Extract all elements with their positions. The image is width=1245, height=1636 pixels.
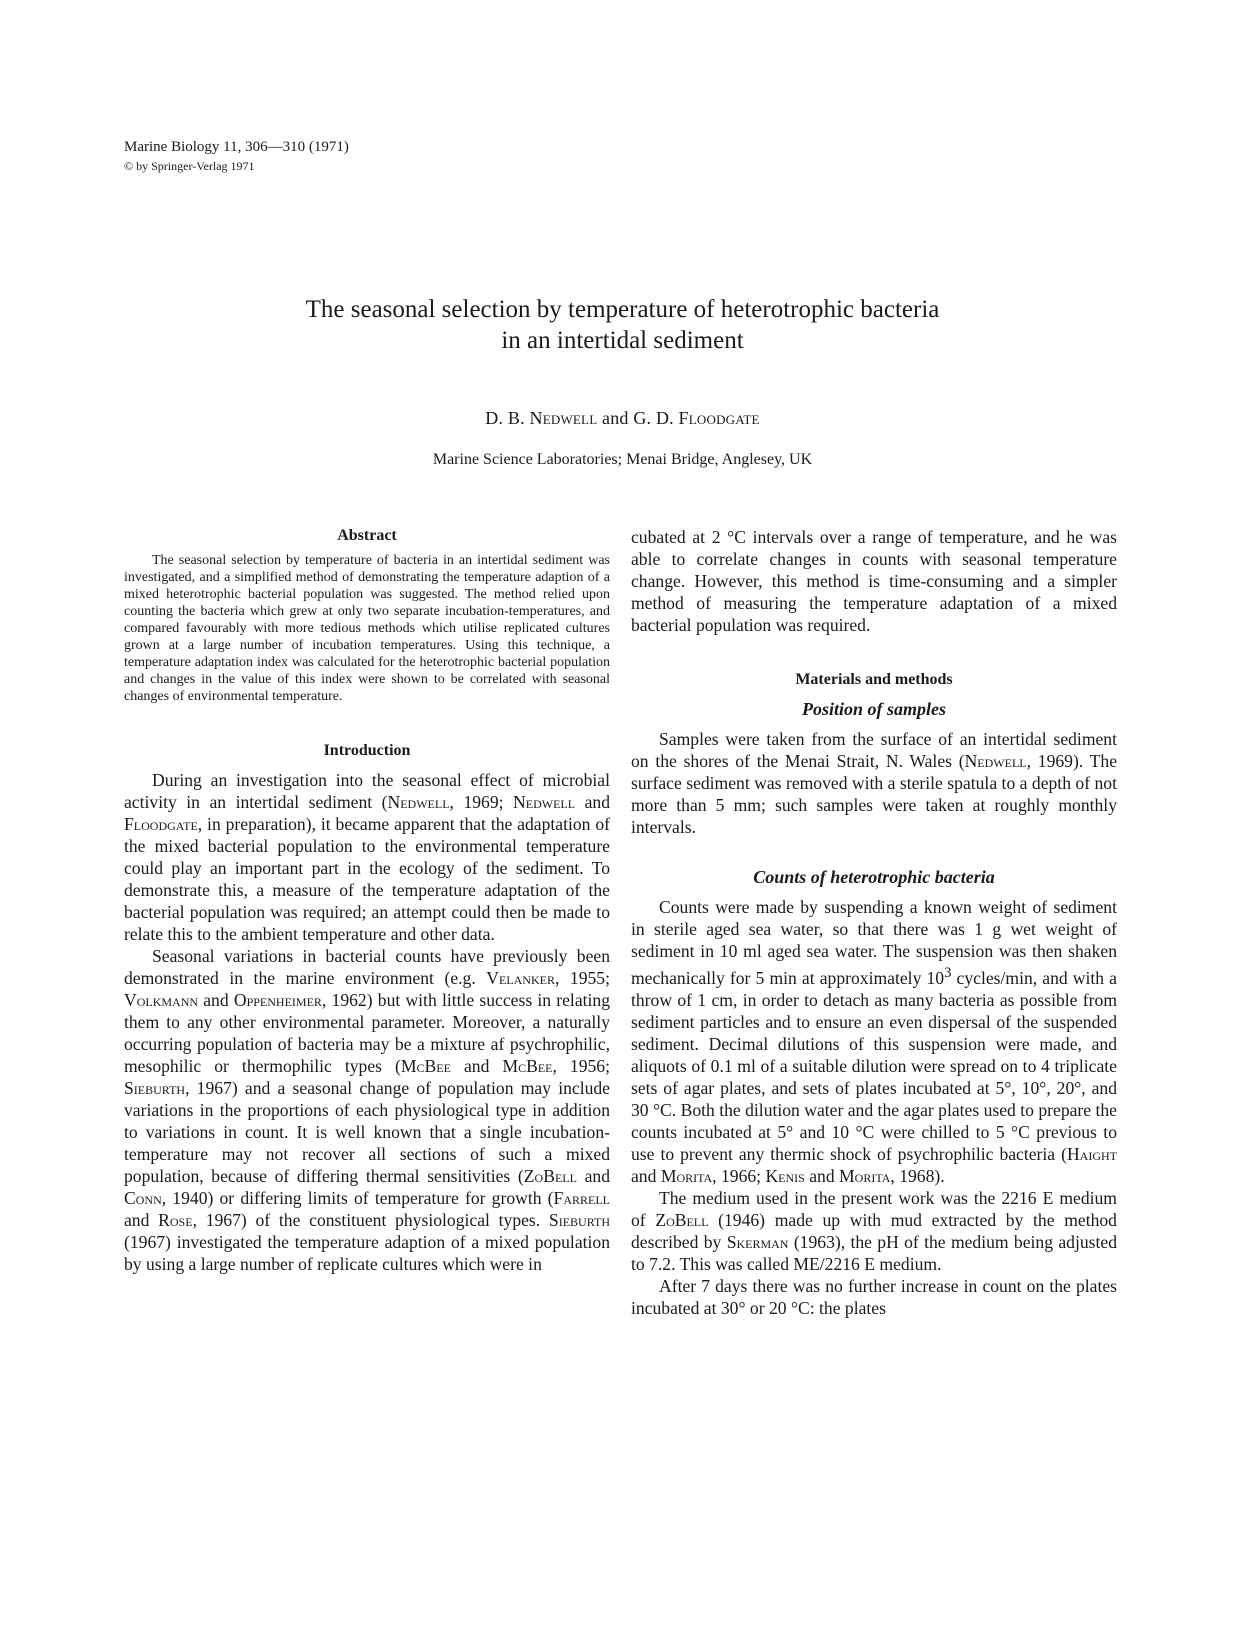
counts-paragraph-3: After 7 days there was no further increase in count on the plates incubated at 30° or 20 °C: the plates <box>631 1275 1117 1318</box>
introduction-heading: Introduction <box>323 742 411 759</box>
position-of-samples-heading: Position of samples <box>801 699 946 719</box>
text-run: Counts were made by suspending a known weight of sediment in sterile aged sea water, so that there was 1 g wet weight of sediment in 10 ml aged sea water. The suspension was then shaken mechanically for 5 min at approximately 10 <box>631 897 1117 988</box>
text-run: and <box>804 1165 840 1186</box>
title-line-1: The seasonal selection by temperature of heterotrophic bacteria <box>305 296 940 323</box>
cited-author: Sieburth <box>548 1210 610 1230</box>
cited-author: ZoBell <box>523 1166 577 1186</box>
text-run: , 1967) of the constituent physiological types. <box>192 1210 549 1230</box>
masthead <box>124 138 349 174</box>
cited-author: Kenis <box>765 1165 805 1186</box>
cited-author: Velanker <box>486 968 555 988</box>
author-2-surname: Floodgate <box>678 408 760 428</box>
abstract-heading: Abstract <box>337 527 397 544</box>
author-1-surname: Nedwell <box>529 408 598 428</box>
text-run: (1967) investigated the temperature adaption of a mixed population by using a large number of replicate cultures which were in <box>124 1232 610 1274</box>
cited-author: Morita <box>660 1165 713 1186</box>
text-run: cycles/min, and with a throw of 1 cm, in order to detach as many bacteria as possible from sediment particles and to ensure an even dispersal of the suspended sediment. Decimal dilutions of this suspension were made, and aliquots of 0.1 ml of a suitable dilution were spread on to 4 triplicate sets of agar plates, and sets of plates incubated at 5°, 10°, 20°, and 30 °C. Both the dilution water and the agar plates used to prepare the counts incubated at 5° and 10 °C were chilled to 5 °C previous to use to prevent any thermic shock of psychrophilic bacteria ( <box>631 967 1117 1164</box>
cited-author: Farrell <box>553 1188 610 1208</box>
text-run: and <box>576 1166 610 1186</box>
text-run: and <box>631 1165 661 1186</box>
text-run: During an investigation into the seasonal effect of microbial activity in an intertidal sediment ( <box>124 770 610 812</box>
text-run: and <box>124 1210 159 1230</box>
title-line-2: in an intertidal sediment <box>501 327 744 354</box>
affiliation: Marine Science Laboratories; Menai Bridge, Anglesey, UK <box>432 451 813 468</box>
cited-author: ZoBell <box>655 1209 709 1230</box>
article-title <box>0 294 1245 356</box>
author-conjunction: and <box>597 408 634 428</box>
cited-author: Morita <box>839 1165 891 1186</box>
author-2-initials: G. D. <box>633 408 679 428</box>
title-block <box>0 294 1245 470</box>
cited-author: Skerman <box>726 1231 789 1252</box>
text-run: , in preparation), it became apparent that the adaptation of the mixed bacterial population to the environmental temperature could play an important part in the ecology of the sediment. To demonstrate this, a measure of the temperature adaptation of the bacterial population was required; an attempt could then be made to relate this to the ambient temperature and other data. <box>124 814 610 944</box>
text-run: , 1955; <box>554 968 610 988</box>
text-run: Seasonal variations in bacterial counts have previously been demonstrated in the marine environment (e.g. <box>124 946 610 988</box>
text-run: and <box>575 792 610 812</box>
cited-author: Nedwell <box>513 792 576 812</box>
author-1-initials: D. B. <box>485 408 530 428</box>
right-column <box>631 526 1117 1319</box>
text-run: (1946) made up with mud extracted by the method described by <box>631 1209 1117 1252</box>
introduction-paragraph-2 <box>124 945 610 1275</box>
introduction-continuation: cubated at 2 °C intervals over a range of temperature, and he was able to correlate changes in counts with seasonal temperature change. However, this method is time-consuming and a simpler method of measuring the temperature adaptation of a mixed bacterial population was required. <box>631 527 1117 635</box>
cited-author: Nedwell <box>387 792 450 812</box>
text-run: , 1969). The surface sediment was removed with a sterile spatula to a depth of not more than 5 mm; such samples were taken at roughly monthly intervals. <box>631 751 1117 837</box>
counts-paragraph-2 <box>631 1187 1117 1275</box>
cited-author: Floodgate <box>124 814 198 834</box>
text-run: , 1962) but with little success in relating them to any other environmental parameter. Moreover, a naturally occurring population of bacteria may be a mixture af psychrophilic, mesophilic or thermophilic types ( <box>124 990 611 1076</box>
text-run: , 1968). <box>890 1165 945 1186</box>
journal-citation: Marine Biology 11, 306—310 (1971) <box>124 139 349 155</box>
authors <box>0 407 1245 429</box>
text-run: and <box>450 1056 503 1076</box>
cited-author: Nedwell <box>964 751 1027 771</box>
text-run: and <box>198 990 234 1010</box>
counts-heading: Counts of heterotrophic bacteria <box>753 867 995 887</box>
copyright-line: © by Springer-Verlag 1971 <box>124 159 255 173</box>
cited-author: Volkmann <box>124 990 199 1010</box>
cited-author: Sieburth <box>124 1078 186 1098</box>
position-of-samples-paragraph <box>631 728 1117 838</box>
introduction-paragraph-1 <box>124 769 610 945</box>
materials-methods-heading: Materials and methods <box>795 671 953 688</box>
cited-author: McBee <box>502 1056 553 1076</box>
exponent: 3 <box>944 965 952 981</box>
abstract-text: The seasonal selection by temperature of bacteria in an intertidal sediment was investigated, and a simplified method of demonstrating the temperature adaption of a mixed heterotrophic bacterial population was suggested. The method relied upon counting the bacteria which grew at only two separate incubation-temperatures, and compared favourably with more tedious methods which utilise replicated cultures grown at a large number of incubation temperatures. Using this technique, a temperature adaptation index was calculated for the heterotrophic bacterial population and changes in the value of this index were shown to be correlated with seasonal changes of environmental temperature. <box>124 553 610 704</box>
cited-author: Haight <box>1066 1143 1117 1164</box>
text-run: (1963), the pH of the medium being adjusted to 7.2. This was called ME/2216 E medium. <box>631 1231 1117 1274</box>
text-run: , 1956; <box>552 1056 610 1076</box>
text-run: , 1966; <box>712 1165 766 1186</box>
cited-author: Conn <box>124 1188 162 1208</box>
text-run: , 1940) or differing limits of temperature for growth ( <box>161 1188 554 1208</box>
cited-author: McBee <box>400 1056 451 1076</box>
cited-author: Oppenheimer <box>233 990 322 1010</box>
text-run: Samples were taken from the surface of an intertidal sediment on the shores of the Menai Strait, N. Wales ( <box>631 729 1117 771</box>
text-run: , 1967) and a seasonal change of population may include variations in the proportions of each physiological type in addition to variations in count. It is well known that a single incubation-temperature may not recover all sections of such a mixed population, because of differing thermal sensitivities ( <box>124 1078 610 1186</box>
left-column <box>124 526 610 1275</box>
text-run: , 1969; <box>449 792 514 812</box>
text-run: The medium used in the present work was the 2216 E medium of <box>631 1187 1117 1230</box>
cited-author: Rose <box>158 1210 193 1230</box>
counts-paragraph-1 <box>631 896 1117 1187</box>
